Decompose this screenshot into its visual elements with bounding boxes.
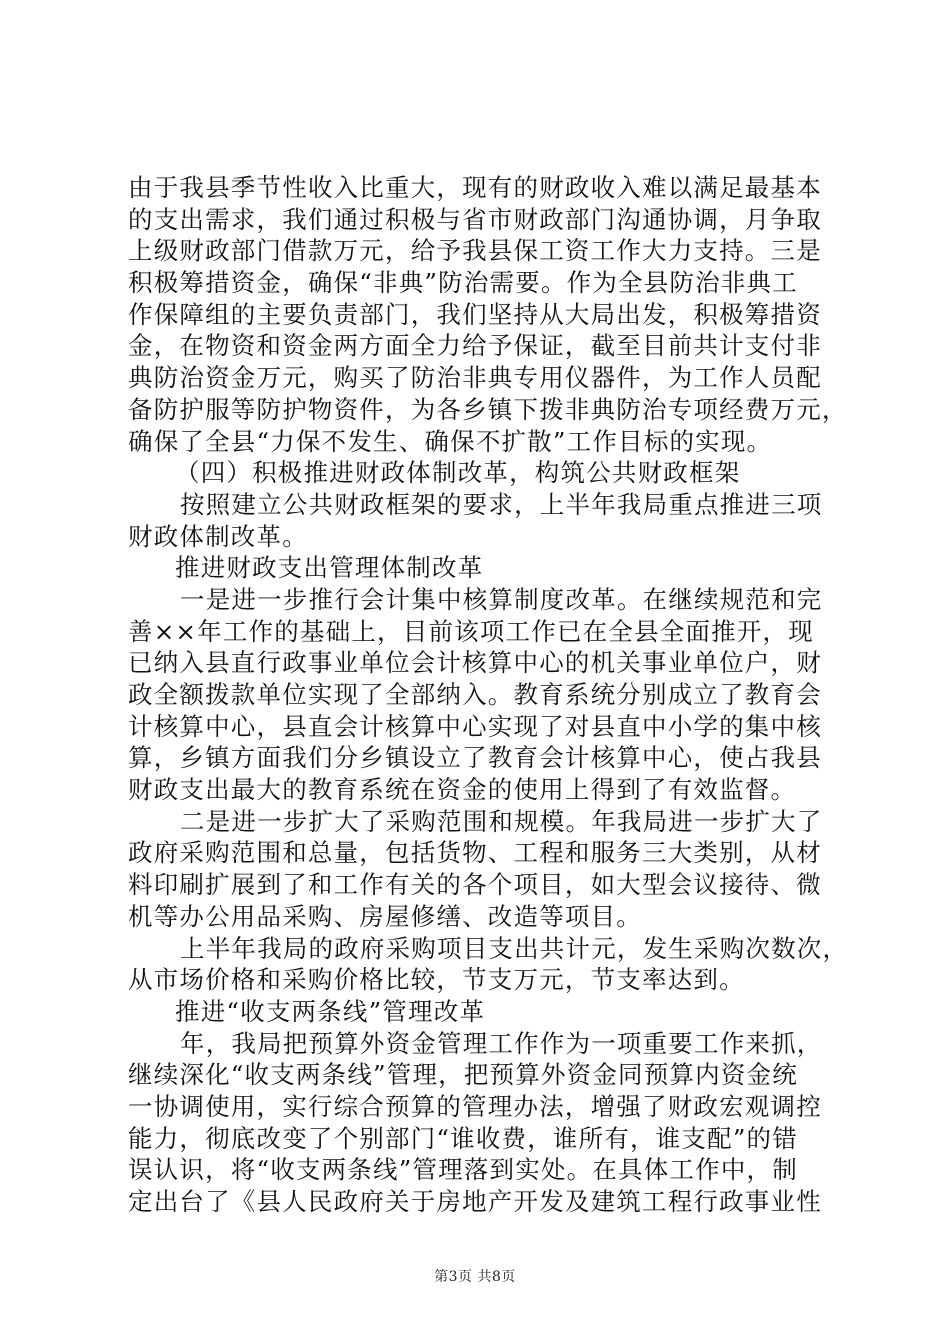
document-body	[128, 172, 849, 1218]
text-line: 政府采购范围和总量，包括货物、工程和服务三大类别，从材	[128, 838, 822, 868]
text-line: 的支出需求，我们通过积极与省市财政部门沟通协调，月争取	[128, 204, 822, 234]
text-line: 财政体制改革。	[128, 521, 308, 551]
page-number-footer: 第3页 共8页	[434, 1269, 516, 1285]
text-line: 典防治资金万元，购买了防治非典专用仪器件，为工作人员配	[128, 363, 822, 393]
text-line: 能力，彻底改变了个别部门“谁收费，谁所有，谁支配”的错	[128, 1123, 798, 1153]
text-line: 财政支出最大的教育系统在资金的使用上得到了有效监督。	[128, 775, 797, 805]
text-line: 金，在物资和资金两方面全力给予保证，截至目前共计支付非	[128, 331, 822, 361]
text-line: 按照建立公共财政框架的要求，上半年我局重点推进三项	[180, 489, 823, 519]
text-line: 继续深化“收支两条线”管理，把预算外资金同预算内资金统	[128, 1060, 798, 1090]
text-line: 计核算中心，县直会计核算中心实现了对县直中小学的集中核	[128, 711, 822, 741]
text-line: 料印刷扩展到了和工作有关的各个项目，如大型会议接待、微	[128, 870, 822, 900]
subsection-heading: 推进财政支出管理体制改革	[175, 553, 484, 583]
text-line: 年，我局把预算外资金管理工作作为一项重要工作来抓，	[180, 1028, 823, 1058]
text-line: 确保了全县“力保不发生、确保不扩散”工作目标的实现。	[128, 426, 773, 456]
section-heading: （四）积极推进财政体制改革，构筑公共财政框架	[175, 458, 741, 488]
text-line: 由于我县季节性收入比重大，现有的财政收入难以满足最基本	[128, 173, 822, 202]
text-line: 从市场价格和采购价格比较，节支万元，节支率达到。	[128, 965, 745, 995]
text-line: 一是进一步推行会计集中核算制度改革。在继续规范和完	[180, 584, 823, 614]
text-line: 误认识，将“收支两条线”管理落到实处。在具体工作中，制	[128, 1155, 798, 1185]
text-line: 二是进一步扩大了采购范围和规模。年我局进一步扩大了	[180, 806, 823, 836]
text-line: 已纳入县直行政事业单位会计核算中心的机关事业单位户，财	[128, 648, 822, 678]
text-line: 上级财政部门借款万元，给予我县保工资工作大力支持。三是	[128, 236, 822, 266]
text-line: 上半年我局的政府采购项目支出共计元，发生采购次数次，	[180, 933, 849, 963]
text-line: 作保障组的主要负责部门，我们坚持从大局出发，积极筹措资	[128, 299, 822, 329]
text-line: 善××年工作的基础上，目前该项工作已在全县全面推开，现	[128, 616, 814, 646]
text-line: 备防护服等防护物资件，为各乡镇下拨非典防治专项经费万元，	[128, 394, 848, 424]
text-line: 积极筹措资金，确保“非典”防治需要。作为全县防治非典工	[128, 268, 798, 298]
subsection-heading: 推进“收支两条线”管理改革	[175, 996, 486, 1026]
text-line: 定出台了《县人民政府关于房地产开发及建筑工程行政事业性	[128, 1187, 822, 1216]
text-line: 算，乡镇方面我们分乡镇设立了教育会计核算中心，使占我县	[128, 743, 822, 773]
text-line: 政全额拨款单位实现了全部纳入。教育系统分别成立了教育会	[128, 680, 822, 709]
text-line: 一协调使用，实行综合预算的管理办法，增强了财政宏观调控	[128, 1091, 822, 1121]
text-line: 机等办公用品采购、房屋修缮、改造等项目。	[128, 901, 642, 931]
